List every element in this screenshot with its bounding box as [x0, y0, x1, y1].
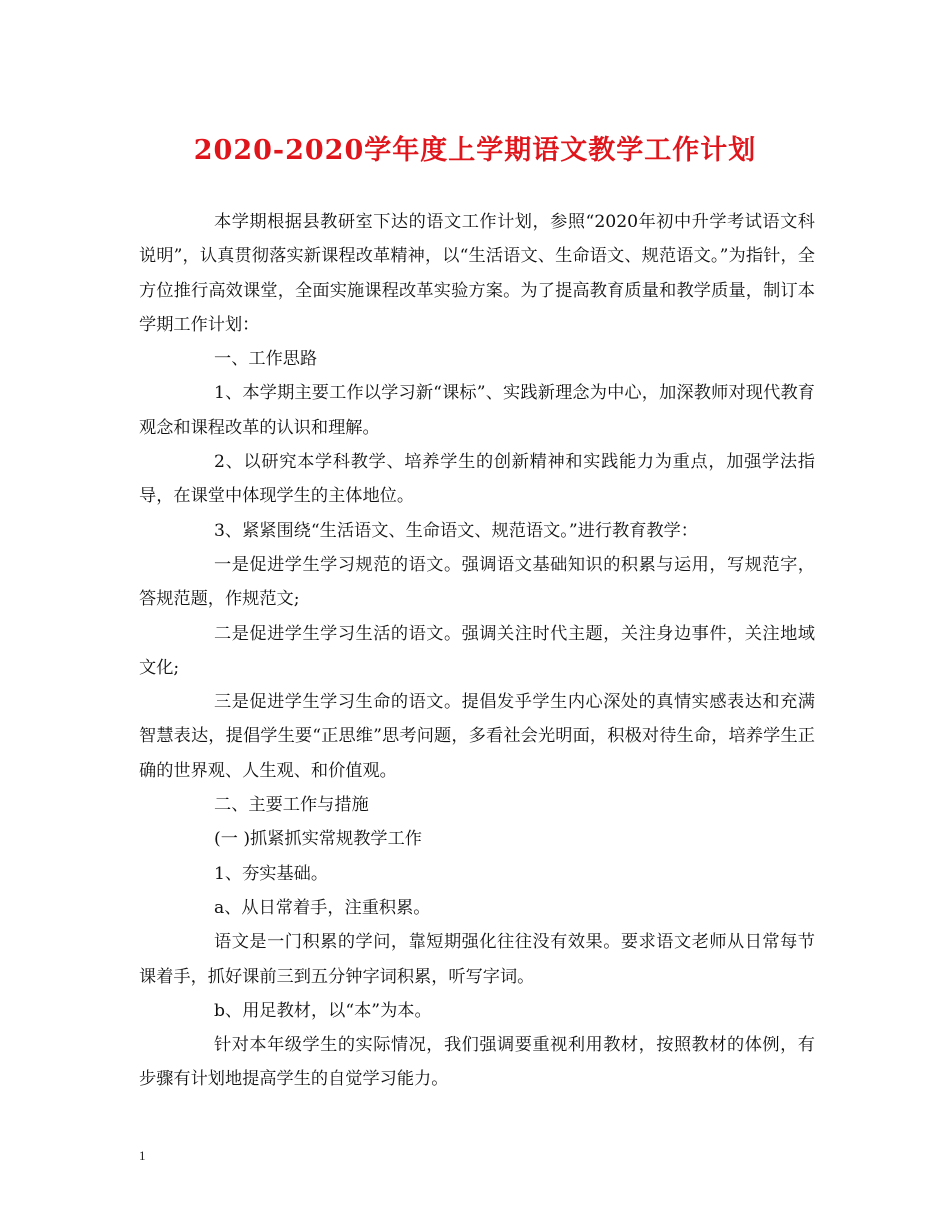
paragraph-intro: 本学期根据县教研室下达的语文工作计划，参照“2020年初中升学考试语文科说明”，认真贯彻落实新课程改革精神，以“生活语文、生命语文、规范语文。”为指针，全方位推行高效课堂，全面实施课程改革实验方案。为了提高教育质量和教学质量，制订本学期工作计划： — [139, 212, 815, 335]
item-daily-accumulation: a、从日常着手，注重积累。 — [214, 897, 431, 918]
paragraph-idea-1: 1、本学期主要工作以学习新“课标”、实践新理念为中心，加深教师对现代教育观念和课程改革的认识和理解。 — [139, 383, 815, 438]
paragraph-textbook-detail: 针对本年级学生的实际情况，我们强调要重视利用教材，按照教材的体例，有步骤有计划地提高学生的自觉学习能力。 — [139, 1035, 815, 1090]
document-title: 2020-2020学年度上学期语文教学工作计划 — [193, 135, 757, 166]
paragraph-life-chinese: 二是促进学生学习生活的语文。强调关注时代主题，关注身边事件，关注地域文化; — [139, 623, 815, 678]
heading-work-ideas: 一、工作思路 — [214, 349, 318, 370]
paragraph-standard-chinese: 一是促进学生学习规范的语文。强调语文基础知识的积累与运用，写规范字，答规范题，作规范文; — [139, 554, 815, 610]
paragraph-idea-2: 2、以研究本学科教学、培养学生的创新精神和实践能力为重点，加强学法指导，在课堂中体现学生的主体地位。 — [139, 452, 815, 507]
item-solid-foundation: 1、夯实基础。 — [214, 863, 329, 884]
heading-main-measures: 二、主要工作与措施 — [214, 795, 369, 816]
item-use-textbook: b、用足教材，以“本”为本。 — [214, 1000, 432, 1021]
paragraph-living-chinese: 三是促进学生学习生命的语文。提倡发乎学生内心深处的真情实感表达和充满智慧表达，提倡学生要“正思维”思考问题，多看社会光明面，积极对待生命，培养学生正确的世界观、人生观、和价值观。 — [139, 692, 815, 781]
document-body — [139, 205, 815, 1097]
paragraph-idea-3: 3、紧紧围绕“生活语文、生命语文、规范语文。”进行教育教学： — [214, 520, 698, 541]
page-number: 1 — [139, 1148, 146, 1163]
subheading-routine-teaching: (一 )抓紧抓实常规教学工作 — [214, 829, 422, 850]
paragraph-accumulation-detail: 语文是一门积累的学问，靠短期强化往往没有效果。要求语文老师从日常每节课着手，抓好课前三到五分钟字词积累，听写字词。 — [139, 932, 815, 987]
